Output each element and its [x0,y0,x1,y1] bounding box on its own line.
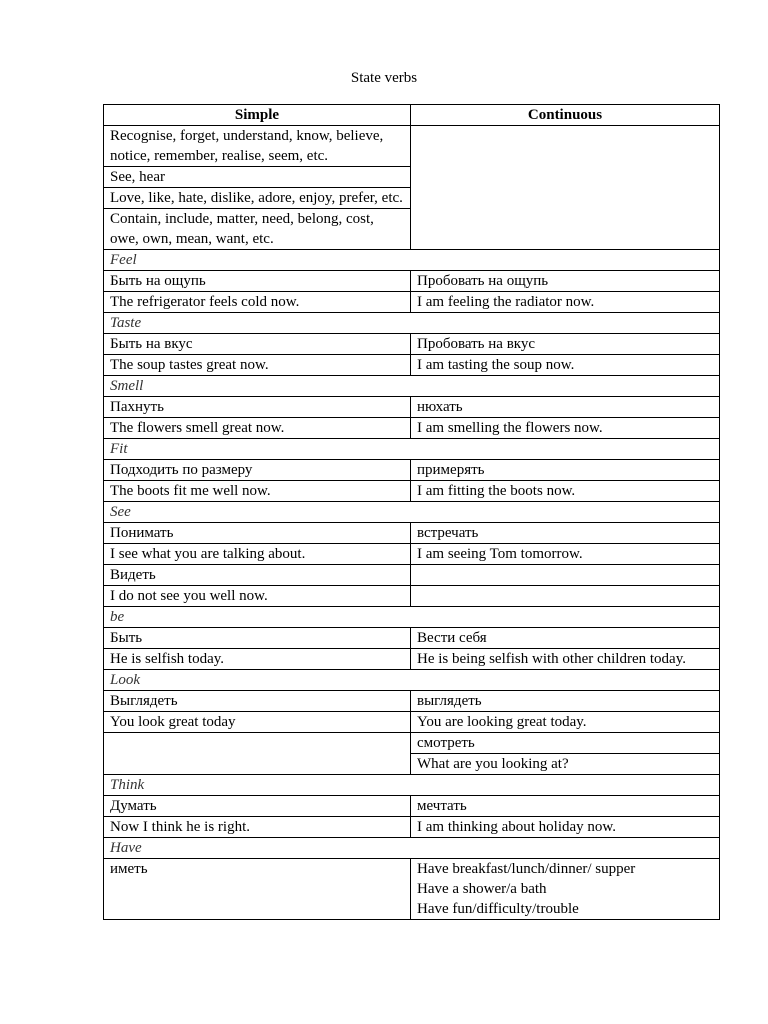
simple-cell: Быть [104,628,411,649]
continuous-cell: He is being selfish with other children today. [411,649,720,670]
simple-cell: Contain, include, matter, need, belong, cost, owe, own, mean, want, etc. [104,209,411,250]
section-title-have: Have [104,838,720,859]
table-row [104,481,720,502]
simple-cell: Пахнуть [104,397,411,418]
simple-cell: The flowers smell great now. [104,418,411,439]
continuous-cell: I am smelling the flowers now. [411,418,720,439]
table-row [104,292,720,313]
continuous-cell: I am tasting the soup now. [411,355,720,376]
simple-cell: иметь [104,859,411,920]
simple-empty-cell [104,733,411,775]
table-row [104,565,720,586]
continuous-cell: смотреть [411,733,720,754]
table-row [104,460,720,481]
table-row [104,523,720,544]
continuous-cell [411,859,720,920]
continuous-cell: Пробовать на ощупь [411,271,720,292]
header-row [104,105,720,126]
table-row [104,126,720,167]
section-title-taste: Taste [104,313,720,334]
continuous-cell: выглядеть [411,691,720,712]
simple-cell: Love, like, hate, dislike, adore, enjoy, prefer, etc. [104,188,411,209]
simple-cell: Быть на ощупь [104,271,411,292]
continuous-cell [411,565,720,586]
table-row [104,271,720,292]
table-row [104,712,720,733]
continuous-cell: Пробовать на вкус [411,334,720,355]
simple-cell: Подходить по размеру [104,460,411,481]
section-row-be [104,607,720,628]
section-row-look [104,670,720,691]
simple-cell: Выглядеть [104,691,411,712]
table-row [104,334,720,355]
simple-cell: Видеть [104,565,411,586]
simple-cell: The refrigerator feels cold now. [104,292,411,313]
table-row [104,733,720,754]
simple-cell: Быть на вкус [104,334,411,355]
table-row [104,859,720,920]
document-title: State verbs [350,70,418,86]
simple-cell: Понимать [104,523,411,544]
continuous-cell: What are you looking at? [411,754,720,775]
simple-cell: The boots fit me well now. [104,481,411,502]
section-row-smell [104,376,720,397]
simple-cell: The soup tastes great now. [104,355,411,376]
continuous-cell [411,586,720,607]
simple-cell: You look great today [104,712,411,733]
continuous-cell: I am seeing Tom tomorrow. [411,544,720,565]
section-row-see [104,502,720,523]
table-row [104,817,720,838]
section-row-have [104,838,720,859]
section-title-smell: Smell [104,376,720,397]
header-simple: Simple [104,105,411,126]
continuous-cell: I am fitting the boots now. [411,481,720,502]
table-row [104,691,720,712]
continuous-cell: мечтать [411,796,720,817]
section-title-think: Think [104,775,720,796]
continuous-cell: I am feeling the radiator now. [411,292,720,313]
section-title-feel: Feel [104,250,720,271]
table-row [104,649,720,670]
continuous-cell: Вести себя [411,628,720,649]
continuous-empty-cell [411,126,720,250]
section-title-look: Look [104,670,720,691]
section-title-fit: Fit [104,439,720,460]
section-row-fit [104,439,720,460]
continuous-line: Have a shower/a bath [417,881,547,897]
header-continuous: Continuous [411,105,720,126]
table-row [104,355,720,376]
section-title-be: be [104,607,720,628]
table-row [104,796,720,817]
simple-cell: Думать [104,796,411,817]
table-row [104,418,720,439]
simple-cell: See, hear [104,167,411,188]
simple-cell: Now I think he is right. [104,817,411,838]
continuous-cell: I am thinking about holiday now. [411,817,720,838]
table-row [104,397,720,418]
continuous-line: Have fun/difficulty/trouble [417,901,579,917]
table-row [104,628,720,649]
section-title-see: See [104,502,720,523]
section-row-feel [104,250,720,271]
section-row-taste [104,313,720,334]
continuous-cell: примерять [411,460,720,481]
continuous-cell: нюхать [411,397,720,418]
continuous-cell: встречать [411,523,720,544]
section-row-think [104,775,720,796]
table-row [104,544,720,565]
simple-cell: I see what you are talking about. [104,544,411,565]
simple-cell: He is selfish today. [104,649,411,670]
continuous-line: Have breakfast/lunch/dinner/ supper [417,861,636,877]
continuous-cell: You are looking great today. [411,712,720,733]
table-row [104,586,720,607]
state-verbs-table [103,104,720,920]
simple-cell: I do not see you well now. [104,586,411,607]
simple-cell: Recognise, forget, understand, know, believe, notice, remember, realise, seem, etc. [104,126,411,167]
